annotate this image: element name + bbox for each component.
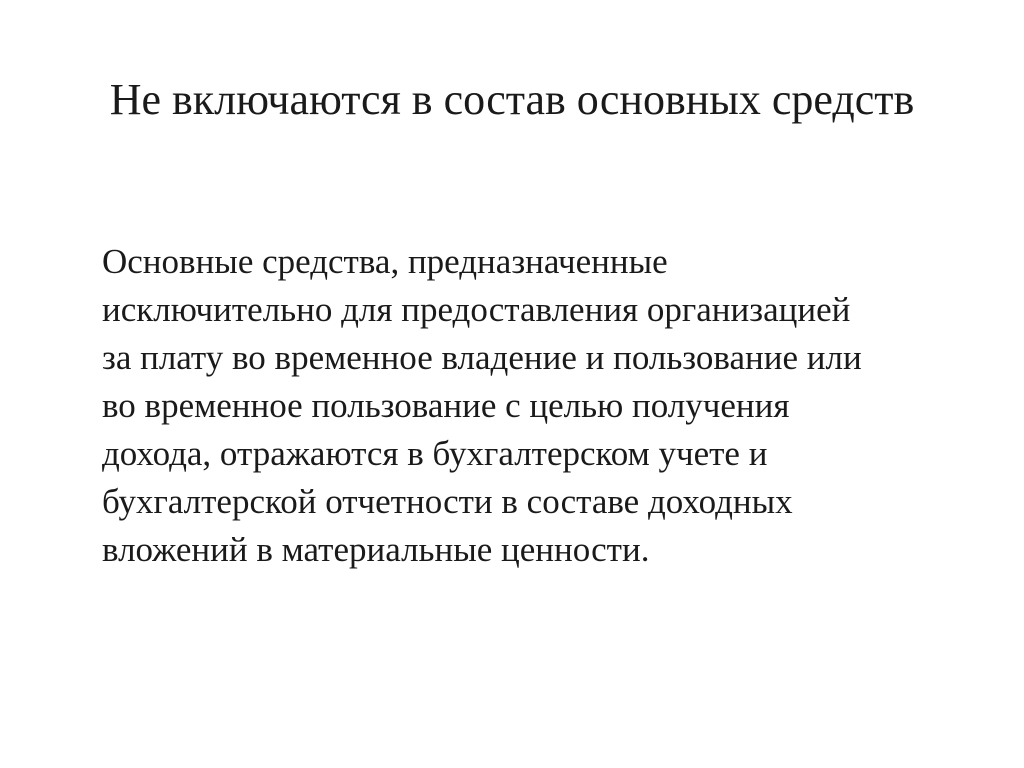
body-text-line: вложений в материальные ценности. — [102, 530, 650, 569]
body-text-line: дохода, отражаются в бухгалтерском учете и — [102, 434, 768, 473]
slide-body-text — [102, 238, 982, 574]
body-text-line: за плату во временное владение и пользование или — [102, 338, 862, 377]
body-text-line: исключительно для предоставления организацией — [102, 290, 851, 329]
body-text-line: во временное пользование с целью получения — [102, 386, 790, 425]
body-text-line: бухгалтерской отчетности в составе доходных — [102, 482, 793, 521]
slide-title: Не включаются в состав основных средств — [109, 75, 915, 124]
body-text-line: Основные средства, предназначенные — [102, 242, 668, 281]
